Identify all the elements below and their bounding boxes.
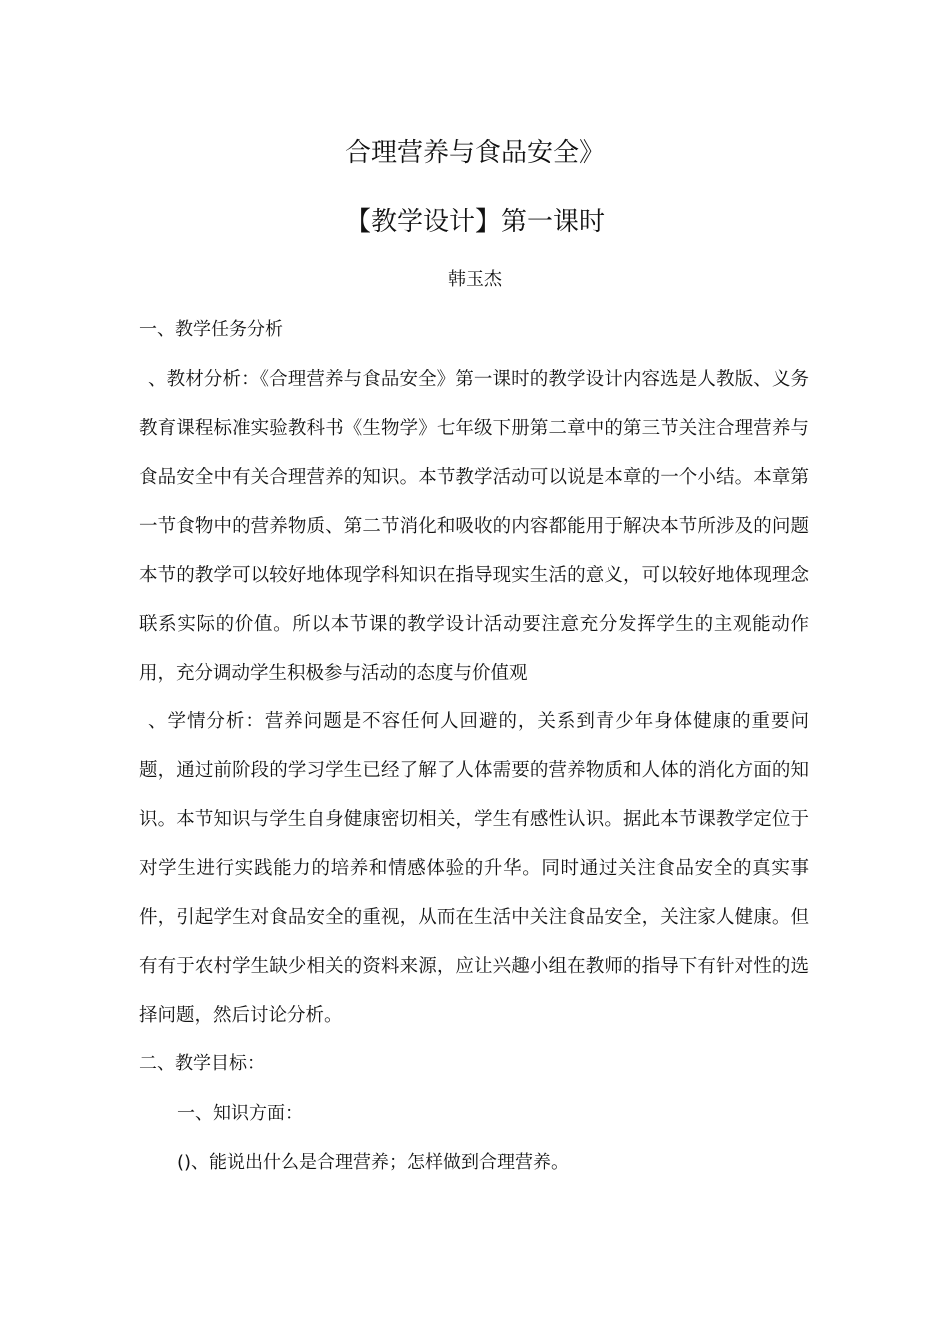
sub-heading-knowledge: 一、知识方面： [177,1103,303,1124]
section-heading-teaching-goals: 二、教学目标： [139,1053,265,1074]
paragraph-student-analysis: 、学情分析：营养问题是不容任何人回避的，关系到青少年身体健康的重要问题，通过前阶段的学习学生已经了解了人体需要的营养物质和人体的消化方面的知识。本节知识与学生自身健康密切相关，学生有感性认识。据此本节课教学定位于对学生进行实践能力的培养和情感体验的升华。同时通过关注食品安全的真实事件，引起学生对食品安全的重视，从而在生活中关注食品安全，关注家人健康。但有有于农村学生缺少相关的资料来源，应让兴趣小组在教师的指导下有针对性的选择问题，然后讨论分析。 [139,711,809,1026]
document-subtitle: 【教学设计】第一课时 [344,207,605,237]
author-name: 韩玉杰 [448,269,502,290]
section-heading-task-analysis: 一、教学任务分析 [139,319,283,340]
list-item-knowledge-1: ()、能说出什么是合理营养；怎样做到合理营养。 [177,1152,570,1173]
document-title: 合理营养与食品安全》 [344,138,605,168]
paragraph-material-analysis: 、教材分析：《合理营养与食品安全》第一课时的教学设计内容选是人教版、义务教育课程标准实验教科书《生物学》七年级下册第二章中的第三节关注合理营养与食品安全中有关合理营养的知识。本节教学活动可以说是本章的一个小结。本章第一节食物中的营养物质、第二节消化和吸收的内容都能用于解决本节所涉及的问题本节的教学可以较好地体现学科知识在指导现实生活的意义，可以较好地体现理念联系实际的价值。所以本节课的教学设计活动要注意充分发挥学生的主观能动作用，充分调动学生积极参与活动的态度与价值观 [139,369,809,684]
